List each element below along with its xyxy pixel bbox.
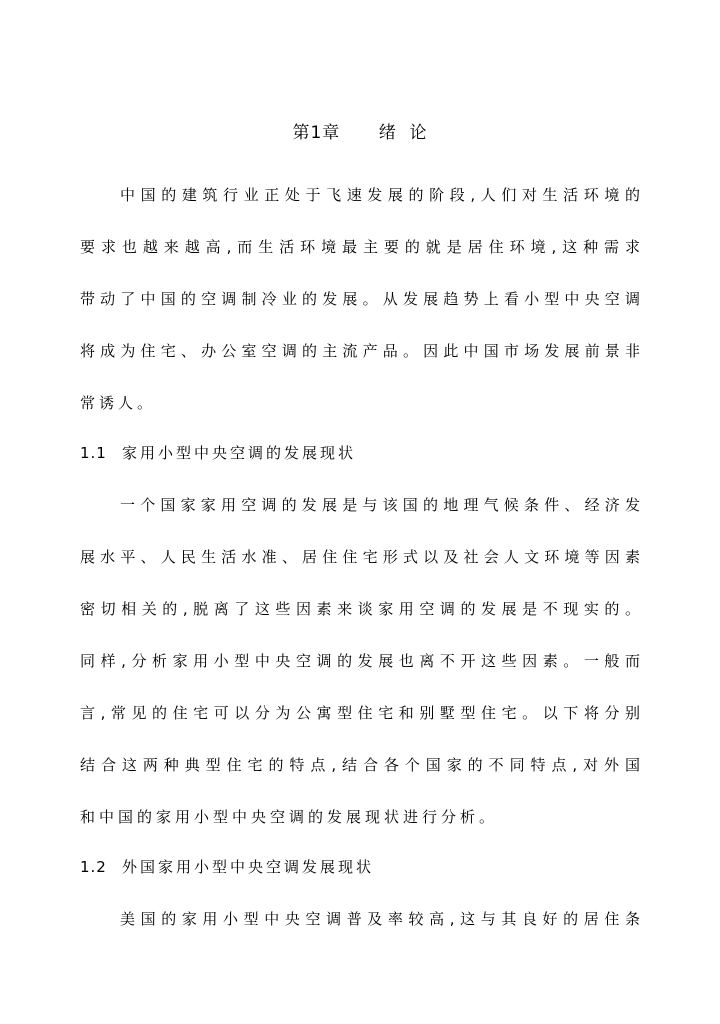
- section-number: 1.2: [80, 858, 107, 876]
- paragraph-line: 同样,分析家用小型中央空调的发展也离不开这些因素。一般而: [80, 652, 640, 670]
- paragraph-line: 美国的家用小型中央空调普及率较高,这与其良好的居住条: [120, 910, 640, 928]
- paragraph-line: 常诱人。: [80, 394, 157, 412]
- paragraph-line: 言,常见的住宅可以分为公寓型住宅和别墅型住宅。以下将分别: [80, 704, 640, 722]
- paragraph-line: 和中国的家用小型中央空调的发展现状进行分析。: [80, 808, 499, 826]
- section-heading: [80, 442, 356, 464]
- paragraph-line: 一个国家家用空调的发展是与该国的地理气候条件、经济发: [120, 496, 640, 514]
- paragraph-line: 密切相关的,脱离了这些因素来谈家用空调的发展是不现实的。: [80, 600, 640, 618]
- section-heading: [80, 856, 374, 878]
- paragraph-line: 将成为住宅、办公室空调的主流产品。因此中国市场发展前景非: [80, 342, 640, 360]
- section-title: 外国家用小型中央空调发展现状: [122, 858, 375, 876]
- section-number: 1.1: [80, 444, 107, 462]
- paragraph-line: 展水平、人民生活水准、居住住宅形式以及社会人文环境等因素: [80, 548, 640, 566]
- section-title: 家用小型中央空调的发展现状: [122, 444, 357, 462]
- paragraph-line: 带动了中国的空调制冷业的发展。从发展趋势上看小型中央空调: [80, 290, 640, 308]
- paragraph-line: 结合这两种典型住宅的特点,结合各个国家的不同特点,对外国: [80, 756, 640, 774]
- paragraph-line: 要求也越来越高,而生活环境最主要的就是居住环境,这种需求: [80, 238, 640, 256]
- chapter-title: 第1章 绪 论: [292, 123, 428, 143]
- paragraph-line: 中国的建筑行业正处于飞速发展的阶段,人们对生活环境的: [120, 186, 640, 204]
